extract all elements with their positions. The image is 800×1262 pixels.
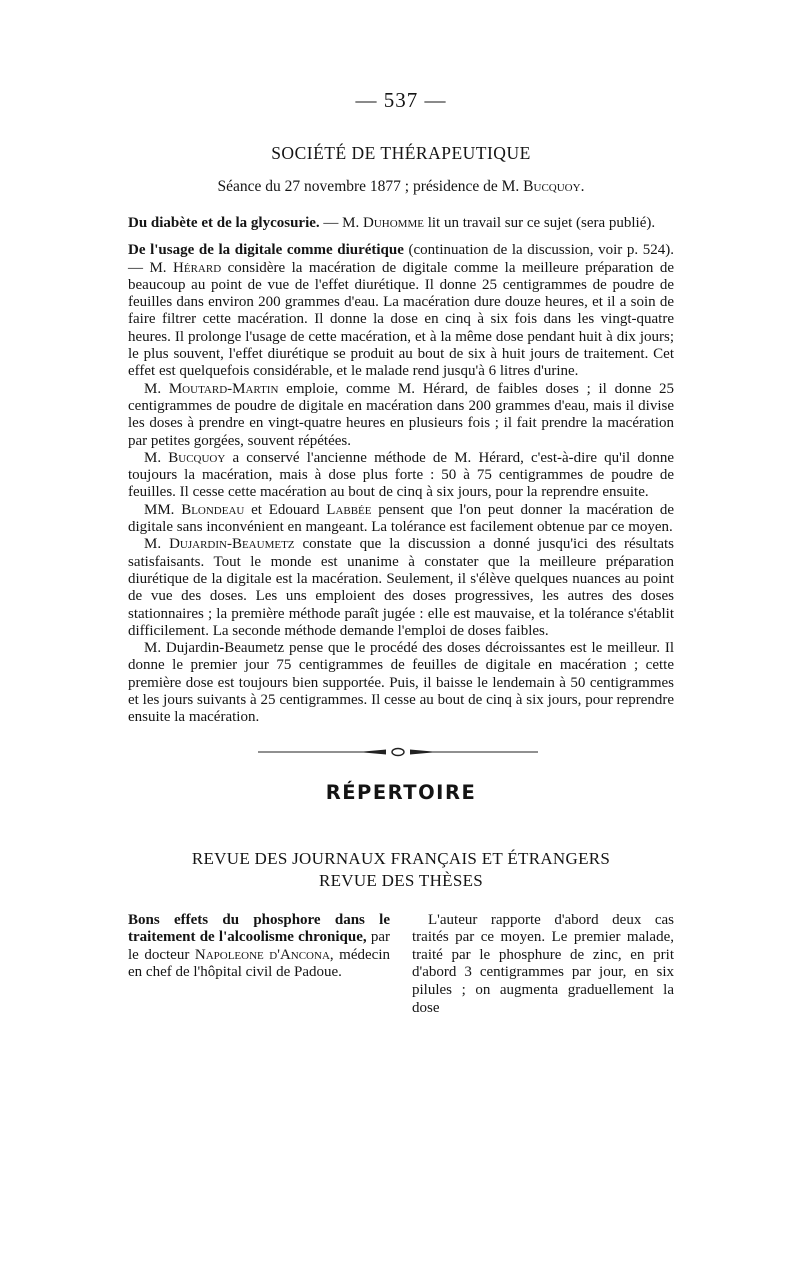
p2-text-b: considère la macération de digitale comme la meilleure préparation de beaucoup au point de vue de l'effet diurétique. Il donne 25 centigrammes de poudre de feuilles dans environ 200 grammes d'eau. La macération dure douze heures, et il a soin de faire filtrer cette macération. Il donne la dose en cinq à six fois dans les vingt-quatre heures. Il prolonge l'usage de cette macération, et à la même dose pendant huit à dix jours; le plus souvent, l'effet diurétique se produit au bout de six à huit jours de traitement. Cet effet est quelquefois considérable, et le malade rend jusqu'à 6 litres d'urine. [128,259,674,380]
repertoire-heading: RÉPERTOIRE [325,780,477,804]
paragraph-diabete [128,215,674,232]
author-bucquoy: Bucquoy [168,449,226,466]
two-column-section [128,912,674,1018]
author-labbee: Labbée [326,501,372,518]
paragraph-bucquoy [128,450,674,502]
p6-text-a: M. [144,536,170,553]
left-text-a: par le docteur [128,929,391,963]
p4-text-b: a conservé l'ancienne méthode de M. Hérard, c'est-à-dire qu'il donne toujours la macération, mais à dose plus forte : 50 à 75 centigrammes de poudre de feuilles. Il cesse cette macération au bout de cinq à six jours, pour la reprendre ensuite. [128,449,674,501]
left-column [128,912,390,1018]
p6-text-b: constate que la discussion a donné jusqu'ici des résultats satisfaisants. Tout le monde est unanime à constater que la meilleure préparation diurétique de la digitale est la macération. Seulement, il s'élève quelques nuances au point de vue des doses. Les uns emploient des doses progressives, les autres des doses stationnaires ; la première méthode paraît jugée : elle est mauvaise, et la tolérance s'établit difficilement. La seconde méthode demande l'emploi de doses faibles. [128,536,674,639]
document-page [128,88,674,1017]
author-blondeau: Blondeau [181,501,245,518]
p3-text-b: emploie, comme M. Hérard, de faibles doses ; il donne 25 centigrammes de poudre de digitale en macération dans 200 grammes d'eau, mais il divise les doses à prendre en vingt-quatre heures en plusieurs fois ; il fait prendre la macération par petites gorgées, souvent répétées. [128,380,674,449]
society-title: SOCIÉTÉ DE THÉRAPEUTIQUE [271,143,531,163]
author-dujardin-beaumetz: Dujardin-Beaumetz [169,536,295,553]
seance-line [128,178,674,196]
author-herard: Hérard [173,259,222,276]
right-column [412,912,674,1018]
paragraph-doses-decroissantes: M. Dujardin-Beaumetz pense que le procédé des doses décroissantes est le meilleur. Il donne le premier jour 75 centigrammes de feuilles de digitale en macération ; cette première dose est toujours bien supportée. Puis, il baisse le lendemain à 50 centigrammes et les jours suivants à 25 centigrammes. Il cesse au bout de cinq à six jours, pour reprendre ensuite la macération. [128,640,674,726]
p3-text-a: M. [144,380,169,397]
p5-text-b: et Edouard [244,501,327,518]
p2-text-a: (continuation de la discussion, voir p. 524). — M. [128,242,674,276]
section-title-digitale: De l'usage de la digitale comme diurétique [128,242,404,259]
p5-text-c: pensent que l'on peut donner la macération de digitale sans inconvénient en mangeant. La tolérance est facilement obtenue par ce moyen. [128,501,674,536]
p4-text-a: M. [144,449,169,466]
section-divider [128,737,674,767]
section-title-diabete: Du diabète et de la glycosurie. [128,215,320,231]
paragraph-dujardin-beaumetz [128,536,674,640]
page-number: — 537 — [355,88,447,112]
paragraph-blondeau-labbee [128,502,674,537]
p5-text-a: MM. [144,501,182,518]
article-phosphore [128,912,390,982]
author-napoleone-dancona: Napoleone d'Ancona [194,946,330,963]
p1-text-b: lit un travail sur ce sujet (sera publié). [423,215,656,231]
paragraph-digitale [128,242,674,380]
revue-theses-heading: REVUE DES THÈSES [318,870,484,890]
revue-journaux-heading: REVUE DES JOURNAUX FRANÇAIS ET ÉTRANGERS [191,848,611,868]
article-title-phosphore: Bons effets du phosphore dans le traitement de l'alcoolisme chronique, [128,911,390,946]
ornamental-rule-icon [258,745,538,759]
author-moutard-martin: Moutard-Martin [168,380,279,397]
author-duhomme: Duhomme [363,215,424,231]
paragraph-moutard-martin [128,381,674,450]
seance-end: . [580,178,585,195]
president-name: Bucquoy [523,178,581,195]
p1-text-a: — M. [319,215,363,231]
seance-text: Séance du 27 novembre 1877 ; présidence de M. [217,178,524,195]
left-text-b: , médecin en chef de l'hôpital civil de Padoue. [128,946,390,981]
article-phosphore-body: L'auteur rapporte d'abord deux cas traités par ce moyen. Le premier malade, traité par le phosphure de zinc, en prit d'abord 3 centigrammes par jour, en six pilules ; on augmenta graduellement la dose [412,911,674,1016]
